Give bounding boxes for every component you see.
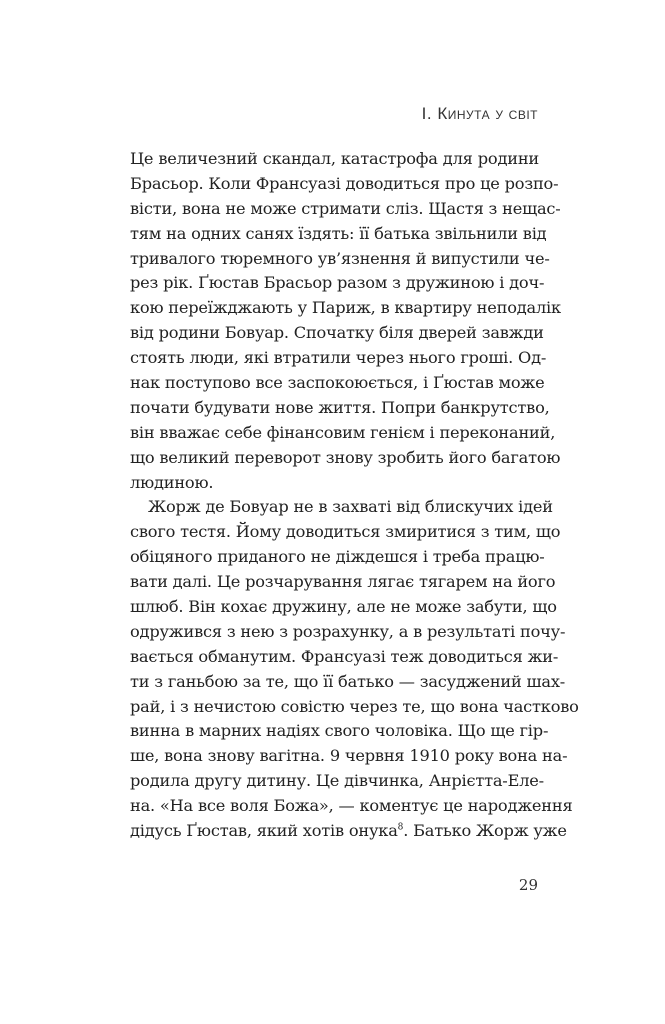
text-line: на. «На все воля Божа», — коментує це народження bbox=[130, 796, 573, 816]
body-text bbox=[130, 147, 579, 844]
text-line: обіцяного приданого не діждешся і треба працю- bbox=[130, 547, 545, 567]
text-line: що великий переворот знову зробить його багатою bbox=[130, 447, 561, 467]
text-line: родила другу дитину. Це дівчинка, Анрієтта-Еле- bbox=[130, 771, 544, 791]
text-line: Брасьор. Коли Франсуазі доводиться про це розпо- bbox=[130, 173, 559, 193]
paragraph-1 bbox=[130, 147, 561, 495]
text-line bbox=[130, 819, 567, 844]
text-line: стоять люди, які втратили через нього гроші. Од- bbox=[130, 348, 547, 368]
page-number: 29 bbox=[518, 876, 538, 894]
running-header: I. Кинута у світ bbox=[421, 104, 538, 123]
text-segment: дідусь Ґюстав, який хотів онука bbox=[130, 821, 398, 841]
text-line: почати будувати нове життя. Попри банкрутство, bbox=[130, 397, 550, 417]
text-line: від родини Бовуар. Спочатку біля дверей завжди bbox=[130, 323, 544, 343]
paragraph-2 bbox=[130, 495, 579, 843]
text-line: людиною. bbox=[130, 472, 214, 492]
text-line: рай, і з нечистою совістю через те, що вона частково bbox=[130, 696, 579, 716]
text-line: Це величезний скандал, катастрофа для родини bbox=[130, 149, 539, 168]
text-line-start bbox=[130, 819, 567, 844]
text-line: тривалого тюремного ув’язнення й випустили че- bbox=[130, 248, 550, 268]
text-line: нак поступово все заспокоюється, і Ґюстав може bbox=[130, 373, 545, 393]
text-line: вається обманутим. Франсуазі теж доводиться жи- bbox=[130, 646, 559, 666]
text-line: ти з ганьбою за те, що її батько — засуджений шах- bbox=[130, 671, 566, 691]
text-line: рез рік. Ґюстав Брасьор разом з дружиною і доч- bbox=[130, 273, 545, 293]
text-line: ше, вона знову вагітна. 9 червня 1910 року вона на- bbox=[130, 746, 568, 766]
text-segment: . Батько Жорж уже bbox=[403, 821, 567, 841]
text-line: вісти, вона не може стримати сліз. Щастя з нещас- bbox=[130, 198, 561, 218]
text-line: шлюб. Він кохає дружину, але не може забути, що bbox=[130, 597, 557, 617]
text-line: Жорж де Бовуар не в захваті від блискучих ідей bbox=[148, 497, 553, 517]
text-line: свого тестя. Йому доводиться змиритися з тим, що bbox=[130, 522, 561, 542]
text-line: одружився з нею з розрахунку, а в результаті почу- bbox=[130, 621, 566, 641]
text-line: він вважає себе фінансовим генієм і переконаний, bbox=[130, 422, 556, 442]
text-line: тям на одних санях їздять: її батька звільнили від bbox=[130, 223, 547, 243]
text-line: винна в марних надіях свого чоловіка. Що ще гір- bbox=[130, 721, 549, 741]
text-line: кою переїжджають у Париж, в квартиру неподалік bbox=[130, 298, 561, 318]
footnote-reference[interactable]: 8 bbox=[397, 822, 404, 833]
text-line: вати далі. Це розчарування лягає тягарем на його bbox=[130, 572, 556, 592]
